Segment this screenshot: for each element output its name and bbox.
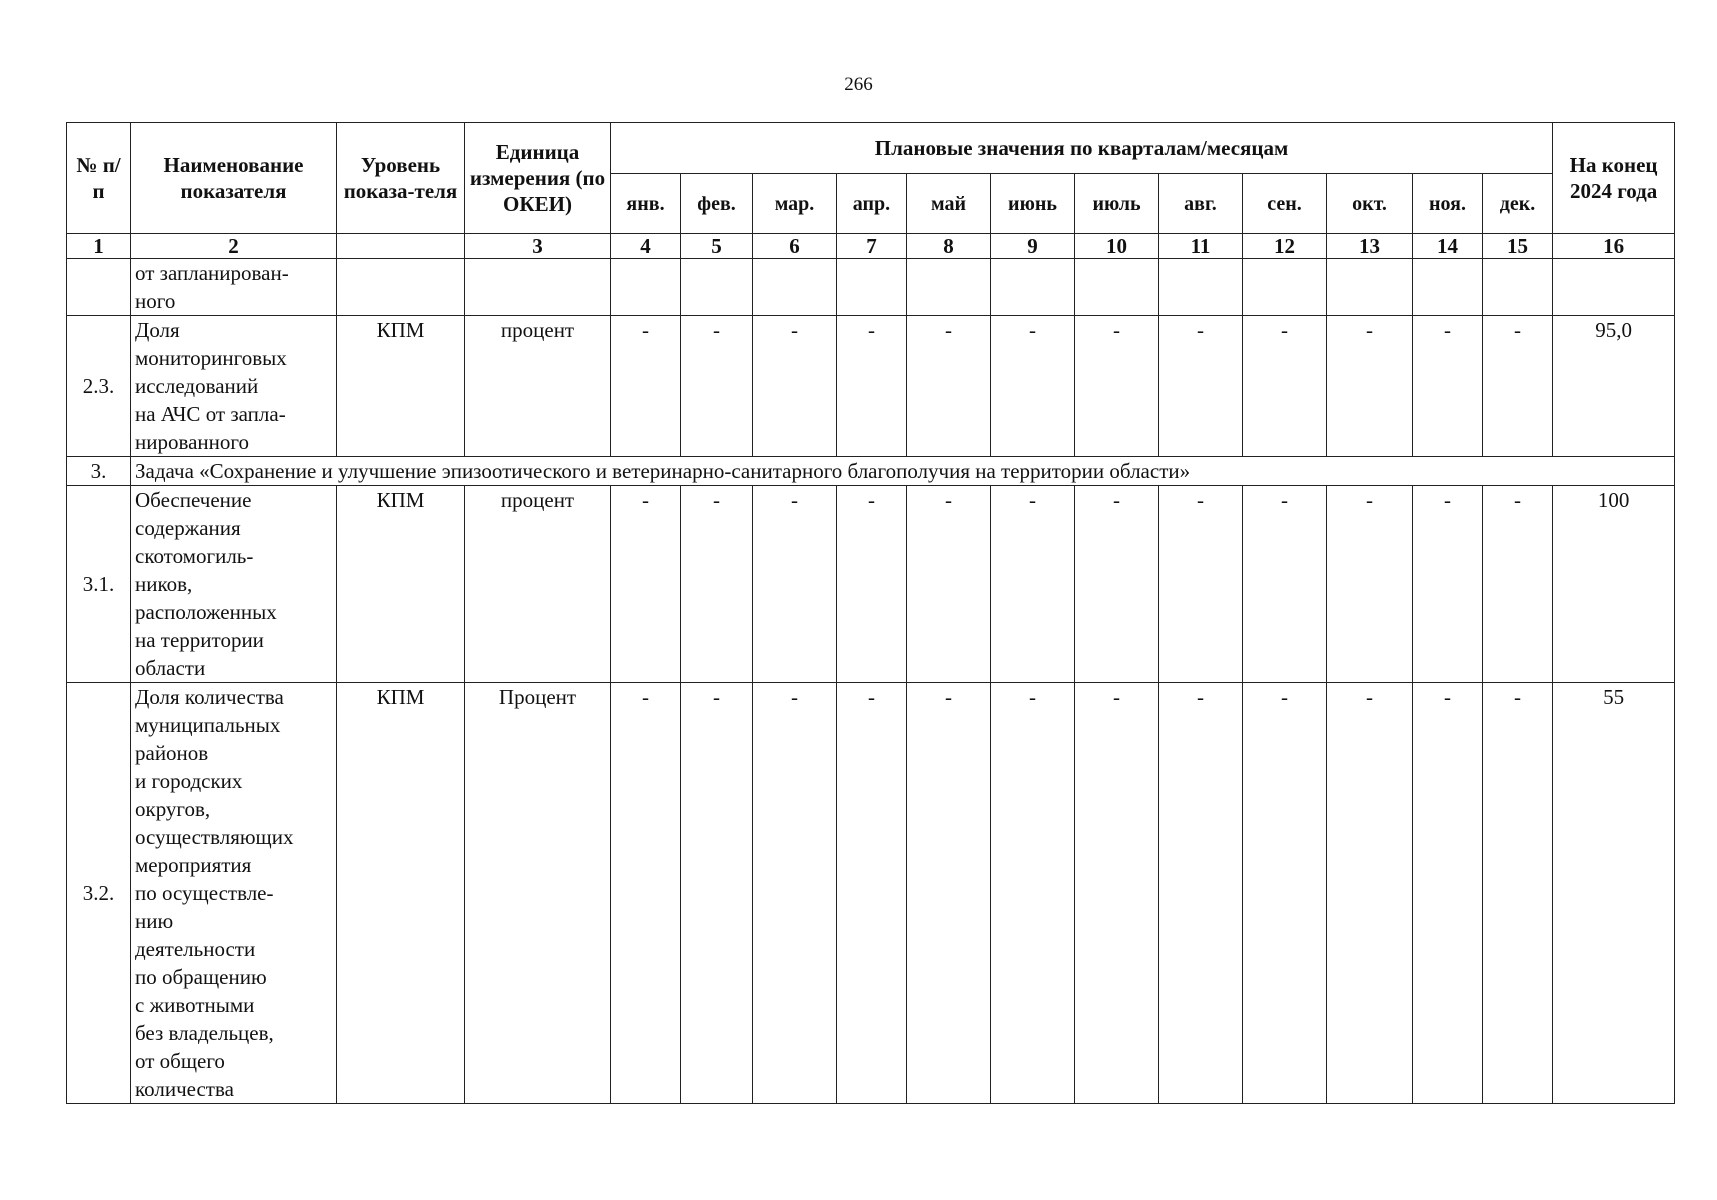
- indicator-unit: процент: [465, 486, 611, 683]
- column-number: 6: [753, 234, 837, 259]
- header-month: окт.: [1327, 174, 1413, 234]
- month-value: -: [907, 683, 991, 1104]
- indicator-unit: Процент: [465, 683, 611, 1104]
- month-value: [1075, 259, 1159, 316]
- indicator-name: Доля количества муниципальных районов и городских округов, осуществляющих мероприятия по осуществле- нию деятельности по обращению с животными без владельцев, от общего количества: [131, 683, 337, 1104]
- month-value: -: [1413, 683, 1483, 1104]
- header-month: мар.: [753, 174, 837, 234]
- column-number: 10: [1075, 234, 1159, 259]
- header-month: янв.: [611, 174, 681, 234]
- month-value: -: [1483, 683, 1553, 1104]
- header-month: июль: [1075, 174, 1159, 234]
- column-number: 15: [1483, 234, 1553, 259]
- year-end-value: 100: [1553, 486, 1675, 683]
- column-number: 13: [1327, 234, 1413, 259]
- column-number: 4: [611, 234, 681, 259]
- month-value: [1159, 259, 1243, 316]
- month-value: -: [681, 683, 753, 1104]
- month-value: -: [837, 316, 907, 457]
- month-value: -: [611, 316, 681, 457]
- month-value: [681, 259, 753, 316]
- indicator-level: КПМ: [337, 316, 465, 457]
- month-value: -: [753, 486, 837, 683]
- month-value: -: [837, 486, 907, 683]
- month-value: -: [837, 683, 907, 1104]
- month-value: -: [1327, 486, 1413, 683]
- indicator-name: от запланирован- ного: [131, 259, 337, 316]
- month-value: -: [907, 486, 991, 683]
- month-value: [991, 259, 1075, 316]
- month-value: -: [991, 683, 1075, 1104]
- month-value: [907, 259, 991, 316]
- header-month: апр.: [837, 174, 907, 234]
- header-month: ноя.: [1413, 174, 1483, 234]
- header-month: май: [907, 174, 991, 234]
- indicator-name: Доля мониторинговых исследований на АЧС от запла- нированного: [131, 316, 337, 457]
- month-value: [1243, 259, 1327, 316]
- month-value: [611, 259, 681, 316]
- month-value: -: [611, 683, 681, 1104]
- task-row: [67, 457, 1675, 486]
- indicator-unit: [465, 259, 611, 316]
- row-index: 3.1.: [67, 486, 131, 683]
- header-unit: Единица измерения (по ОКЕИ): [465, 123, 611, 234]
- header-name: Наименование показателя: [131, 123, 337, 234]
- table-row: [67, 259, 1675, 316]
- month-value: -: [1075, 486, 1159, 683]
- header-num: № п/п: [67, 123, 131, 234]
- column-number: 11: [1159, 234, 1243, 259]
- indicator-level: КПМ: [337, 486, 465, 683]
- row-index: 3.2.: [67, 683, 131, 1104]
- row-index: 2.3.: [67, 316, 131, 457]
- column-number: 9: [991, 234, 1075, 259]
- month-value: -: [1159, 683, 1243, 1104]
- month-value: -: [1483, 486, 1553, 683]
- month-value: -: [753, 683, 837, 1104]
- indicator-name: Обеспечение содержания скотомогиль- ников, расположенных на территории области: [131, 486, 337, 683]
- task-title: Задача «Сохранение и улучшение эпизоотического и ветеринарно-санитарного благополучия на территории области»: [131, 457, 1675, 486]
- month-value: [1327, 259, 1413, 316]
- indicator-table: [66, 122, 1675, 1104]
- month-value: -: [1243, 683, 1327, 1104]
- month-value: -: [681, 316, 753, 457]
- header-month: сен.: [1243, 174, 1327, 234]
- month-value: -: [1413, 486, 1483, 683]
- header-month: дек.: [1483, 174, 1553, 234]
- month-value: -: [611, 486, 681, 683]
- column-number: 16: [1553, 234, 1675, 259]
- column-number: 14: [1413, 234, 1483, 259]
- month-value: -: [1243, 316, 1327, 457]
- month-value: -: [753, 316, 837, 457]
- month-value: [1483, 259, 1553, 316]
- month-value: [753, 259, 837, 316]
- month-value: -: [991, 316, 1075, 457]
- column-number: 1: [67, 234, 131, 259]
- table-row: [67, 316, 1675, 457]
- month-value: -: [1413, 316, 1483, 457]
- column-number: 12: [1243, 234, 1327, 259]
- column-number: 3: [465, 234, 611, 259]
- year-end-value: 55: [1553, 683, 1675, 1104]
- year-end-value: 95,0: [1553, 316, 1675, 457]
- column-number: 5: [681, 234, 753, 259]
- header-month: июнь: [991, 174, 1075, 234]
- column-number: 2: [131, 234, 337, 259]
- row-index: 3.: [67, 457, 131, 486]
- column-number: 8: [907, 234, 991, 259]
- month-value: -: [1483, 316, 1553, 457]
- month-value: -: [681, 486, 753, 683]
- row-index: [67, 259, 131, 316]
- table-row: [67, 683, 1675, 1104]
- column-number: 7: [837, 234, 907, 259]
- indicator-unit: процент: [465, 316, 611, 457]
- header-end: На конец 2024 года: [1553, 123, 1675, 234]
- header-month: фев.: [681, 174, 753, 234]
- month-value: [1413, 259, 1483, 316]
- month-value: -: [907, 316, 991, 457]
- header-month: авг.: [1159, 174, 1243, 234]
- year-end-value: [1553, 259, 1675, 316]
- column-number: [337, 234, 465, 259]
- indicator-level: КПМ: [337, 683, 465, 1104]
- page-number: 266: [844, 74, 873, 95]
- header-planned: Плановые значения по кварталам/месяцам: [611, 123, 1553, 174]
- month-value: -: [991, 486, 1075, 683]
- month-value: -: [1327, 683, 1413, 1104]
- indicator-level: [337, 259, 465, 316]
- month-value: -: [1075, 316, 1159, 457]
- table-row: [67, 486, 1675, 683]
- month-value: -: [1327, 316, 1413, 457]
- month-value: -: [1159, 316, 1243, 457]
- month-value: [837, 259, 907, 316]
- header-level: Уровень показа-теля: [337, 123, 465, 234]
- month-value: -: [1243, 486, 1327, 683]
- month-value: -: [1075, 683, 1159, 1104]
- month-value: -: [1159, 486, 1243, 683]
